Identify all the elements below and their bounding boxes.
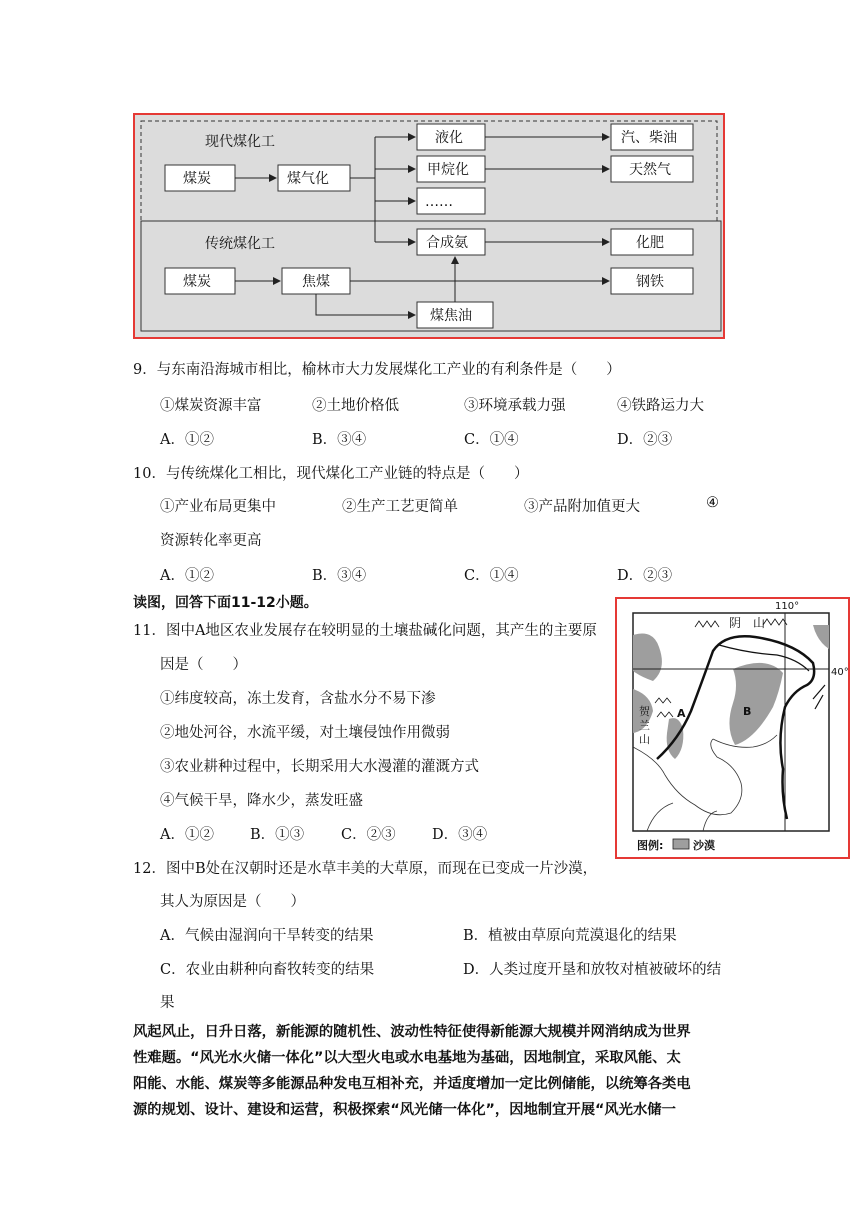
q12-stem-2: 其人为原因是（ ） xyxy=(160,894,305,910)
steel-text: 钢铁 xyxy=(636,274,664,290)
coke-text: 焦煤 xyxy=(302,274,330,290)
q9-choice-c[interactable]: C．①④ xyxy=(464,432,519,448)
methanation-text: 甲烷化 xyxy=(427,162,469,178)
q9-opt2: ②土地价格低 xyxy=(312,398,399,414)
lon-label: 110° xyxy=(775,601,800,612)
q9-opt4: ④铁路运力大 xyxy=(617,398,704,414)
q11-opt3: ③农业耕种过程中，长期采用大水漫灌的灌溉方式 xyxy=(160,759,479,775)
q9-stem: 9．与东南沿海城市相比，榆林市大力发展煤化工产业的有利条件是（ ） xyxy=(133,362,621,378)
q9-choice-a[interactable]: A．①② xyxy=(160,432,214,448)
liquefaction-text: 液化 xyxy=(435,130,463,146)
coal-chemical-diagram xyxy=(133,113,725,339)
q11-stem-1: 11．图中A地区农业发展存在较明显的土壤盐碱化问题，其产生的主要原 xyxy=(133,623,597,639)
q12-choice-b[interactable]: B．植被由草原向荒漠退化的结果 xyxy=(463,928,677,944)
q10-choice-c[interactable]: C．①④ xyxy=(464,568,519,584)
ellipsis-text: …… xyxy=(425,194,453,210)
gasoline-text: 汽、柴油 xyxy=(621,130,677,146)
q12-choice-d-cont: 果 xyxy=(160,995,175,1011)
passage-line-2: 性难题。“风光水火储一体化”以大型火电或水电基地为基础，因地制宜，采取风能、太 xyxy=(133,1050,681,1066)
fertilizer-text: 化肥 xyxy=(636,235,664,251)
legend-desert-swatch xyxy=(673,839,689,849)
lat-label: 40° xyxy=(831,667,848,678)
q10-choice-b[interactable]: B．③④ xyxy=(312,568,367,584)
coal-text-1: 煤炭 xyxy=(183,171,211,187)
flow-chart xyxy=(135,115,723,337)
q9-opt1: ①煤炭资源丰富 xyxy=(160,398,262,414)
traditional-label: 传统煤化工 xyxy=(205,236,275,252)
q11-opt2: ②地处河谷，水流平缓，对土壤侵蚀作用微弱 xyxy=(160,725,450,741)
q9-choice-d[interactable]: D．②③ xyxy=(617,432,673,448)
q12-stem-1: 12．图中B处在汉朝时还是水草丰美的大草原，而现在已变成一片沙漠， xyxy=(133,861,598,877)
q9-choice-b[interactable]: B．③④ xyxy=(312,432,367,448)
legend-desert-label: 沙漠 xyxy=(693,839,715,852)
ammonia-text: 合成氨 xyxy=(426,235,468,251)
section-intro: 读图，回答下面11-12小题。 xyxy=(133,595,318,611)
q10-opt1: ①产业布局更集中 xyxy=(160,499,276,515)
legend-prefix: 图例: xyxy=(637,839,664,852)
q10-choice-d[interactable]: D．②③ xyxy=(617,568,673,584)
q12-choice-d[interactable]: D．人类过度开垦和放牧对植被破坏的结 xyxy=(463,962,722,978)
q10-choice-a[interactable]: A．①② xyxy=(160,568,214,584)
natural-gas-text: 天然气 xyxy=(629,162,671,178)
q11-opt1: ①纬度较高，冻土发育，含盐水分不易下渗 xyxy=(160,691,436,707)
passage-line-4: 源的规划、设计、建设和运营，积极探索“风光储一体化”，因地制宜开展“风光水储一 xyxy=(133,1102,676,1118)
helan-label-2: 兰 xyxy=(639,719,650,732)
helan-label-3: 山 xyxy=(639,733,650,746)
q11-choice-b[interactable]: B．①③ xyxy=(250,827,305,843)
modern-label: 现代煤化工 xyxy=(205,134,275,150)
q10-opt4-mark: ④ xyxy=(706,495,719,511)
q12-choice-a[interactable]: A．气候由湿润向干旱转变的结果 xyxy=(160,928,374,944)
passage-line-3: 阳能、水能、煤炭等多能源品种发电互相补充，并适度增加一定比例储能，以统筹各类电 xyxy=(133,1076,691,1092)
helan-label-1: 贺 xyxy=(639,705,650,718)
q9-opt3: ③环境承载力强 xyxy=(464,398,566,414)
q11-choice-c[interactable]: C．②③ xyxy=(341,827,396,843)
coal-tar-text: 煤焦油 xyxy=(430,308,472,324)
q11-choice-a[interactable]: A．①② xyxy=(160,827,214,843)
map-svg xyxy=(617,599,848,857)
q10-opt2: ②生产工艺更简单 xyxy=(342,499,458,515)
q12-choice-c[interactable]: C．农业由耕种向畜牧转变的结果 xyxy=(160,962,375,978)
q11-stem-2: 因是（ ） xyxy=(160,657,247,673)
region-map xyxy=(615,597,850,859)
label-a: A xyxy=(677,707,686,720)
passage-line-1: 风起风止，日升日落，新能源的随机性、波动性特征使得新能源大规模并网消纳成为世界 xyxy=(133,1024,691,1040)
label-b: B xyxy=(743,705,752,718)
q10-opt3: ③产品附加值更大 xyxy=(524,499,640,515)
q11-choice-d[interactable]: D．③④ xyxy=(432,827,488,843)
gasification-text: 煤气化 xyxy=(287,171,329,187)
arrow-coke-tar xyxy=(316,294,415,315)
q10-stem: 10．与传统煤化工相比，现代煤化工产业链的特点是（ ） xyxy=(133,466,529,482)
q10-opt4-text: 资源转化率更高 xyxy=(160,533,262,549)
yinshan-label: 阴 山 xyxy=(729,616,766,630)
q11-opt4: ④气候干旱，降水少，蒸发旺盛 xyxy=(160,793,363,809)
coal-text-2: 煤炭 xyxy=(183,274,211,290)
